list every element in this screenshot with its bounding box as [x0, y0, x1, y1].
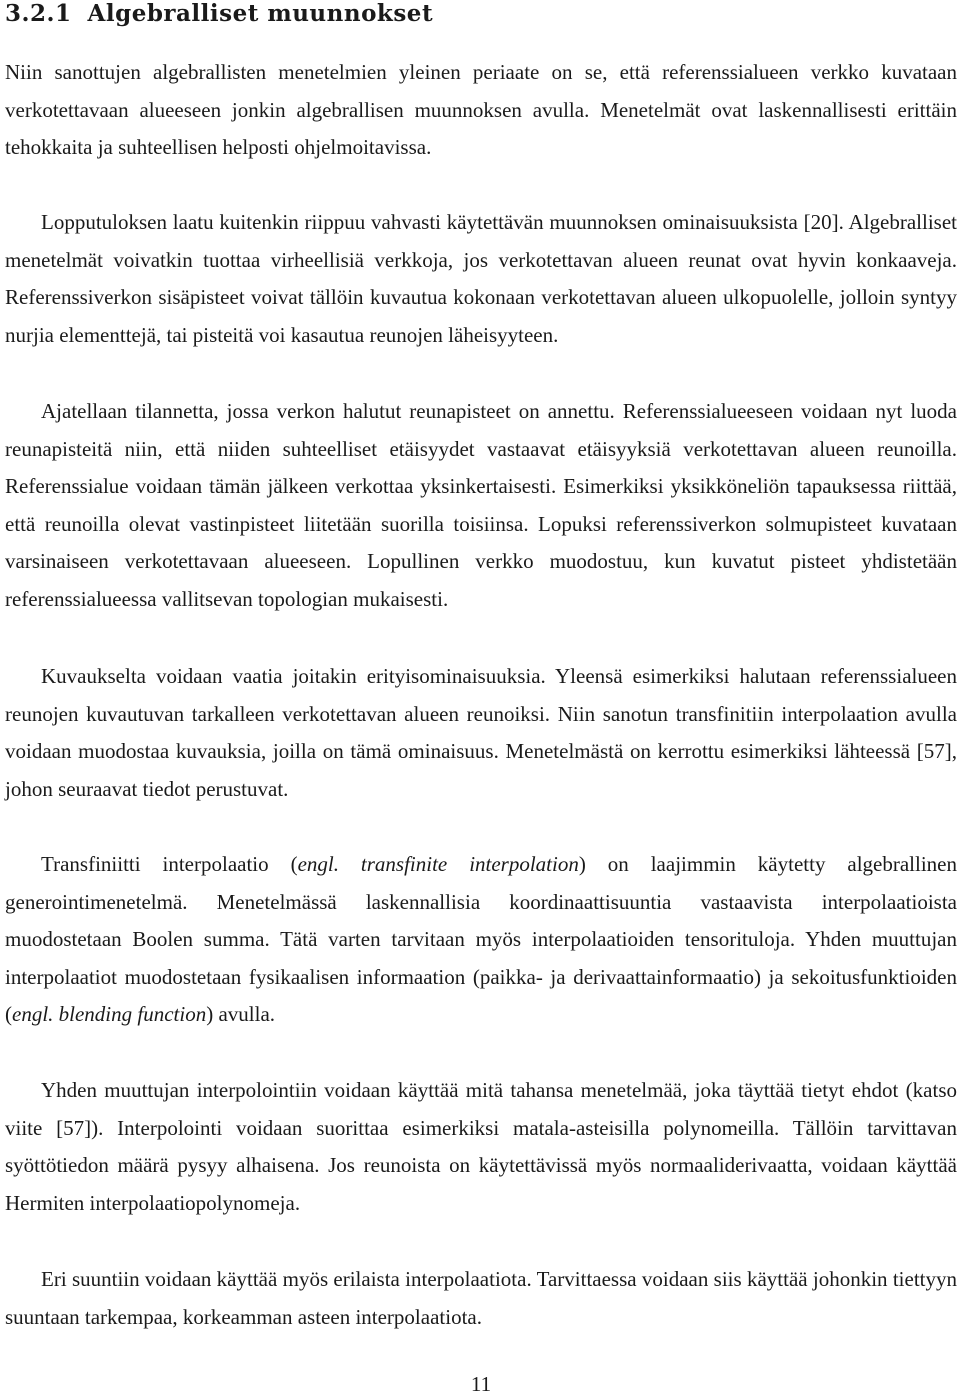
section-title: Algebralliset muunnokset — [87, 0, 434, 27]
paragraph-2: Lopputuloksen laatu kuitenkin riippuu vahvasti käytettävän muunnoksen ominaisuuksista [20]. Algebralliset menetelmät voivatkin tuottaa virheellisiä verkkoja, jos verkotettavan alueen reunat ovat hyvin konkaaveja. Referenssiverkon sisäpisteet voivat tällöin kuvautua kokonaan verkotettavan alueen ulkopuolelle, jolloin syntyy nurjia elementtejä, tai pisteitä voi kasautua reunojen läheisyyteen. — [5, 210, 957, 347]
paragraph-7: Eri suuntiin voidaan käyttää myös erilaista interpolaatiota. Tarvittaessa voidaan siis käyttää johonkin tiettyyn suuntaan tarkempaa, korkeamman asteen interpolaatiota. — [5, 1267, 957, 1329]
paragraph-1: Niin sanottujen algebrallisten menetelmien yleinen periaate on se, että referenssialueen verkko kuvataan verkotettavaan alueeseen jonkin algebrallisen muunnoksen avulla. Menetelmät ovat laskennallisesti erittäin tehokkaita ja suhteellisen helposti ohjelmoitavissa. — [5, 60, 957, 159]
paragraph-4: Kuvaukselta voidaan vaatia joitakin erityisominaisuuksia. Yleensä esimerkiksi halutaan referenssialueen reunojen kuvautuvan tarkalleen verkotettavan alueen reunoiksi. Niin sanotun transfinitiin interpolaation avulla voidaan muodostaa kuvauksia, joilla on tämä ominaisuus. Menetelmästä on kerrottu esimerkiksi lähteessä [57], johon seuraavat tiedot perustuvat. — [5, 664, 957, 801]
section-heading — [5, 0, 433, 28]
paragraph-5-term-2: engl. blending function — [12, 1002, 207, 1026]
paragraph-5-text-3: ) avulla. — [206, 1002, 276, 1026]
paragraph-6: Yhden muuttujan interpolointiin voidaan käyttää mitä tahansa menetelmää, joka täyttää tietyt ehdot (katso viite [57]). Interpolointi voidaan suorittaa esimerkiksi matala-asteisilla polynomeilla. Tällöin tarvittavan syöttötiedon määrä pysyy alhaisena. Jos reunoista on käytettävissä myös normaaliderivaatta, voidaan käyttää Hermiten interpolaatiopolynomeja. — [5, 1078, 957, 1215]
paragraph-5 — [5, 846, 957, 1034]
paragraph-5-text-2: ) on laajimmin käytetty algebrallinen generointimenetelmä. Menetelmässä laskennallisia koordinaattisuuntia vastaavista interpolaatioista muodostetaan Boolen summa. Tätä varten tarvitaan myös interpolaatioiden tensorituloja. Yhden muuttujan interpolaatiot muodostetaan fysikaalisen informaation (paikka- ja derivaattainformaatio) ja sekoitusfunktioiden ( — [5, 852, 957, 1026]
paragraph-3: Ajatellaan tilannetta, jossa verkon halutut reunapisteet on annettu. Referenssialueeseen voidaan nyt luoda reunapisteitä niin, että niiden suhteelliset etäisyydet vastaavat etäisyyksiä verkotettavan alueen reunoilla. Referenssialue voidaan tämän jälkeen verkottaa yksinkertaisesti. Esimerkiksi yksikköneliön tapauksessa riittää, että reunoilla olevat vastinpisteet liitetään suorilla toisiinsa. Lopuksi referenssiverkon solmupisteet kuvataan varsinaiseen verkotettavaan alueeseen. Lopullinen verkko muodostuu, kun kuvatut pisteet yhdistetään referenssialueessa vallitsevan topologian mukaisesti. — [5, 399, 957, 611]
paragraph-5-text-1: Transfiniitti interpolaatio ( — [41, 852, 298, 876]
section-number: 3.2.1 — [5, 0, 72, 27]
page-number: 11 — [470, 1372, 492, 1396]
paragraph-5-term-1: engl. transfinite interpolation — [297, 852, 579, 876]
